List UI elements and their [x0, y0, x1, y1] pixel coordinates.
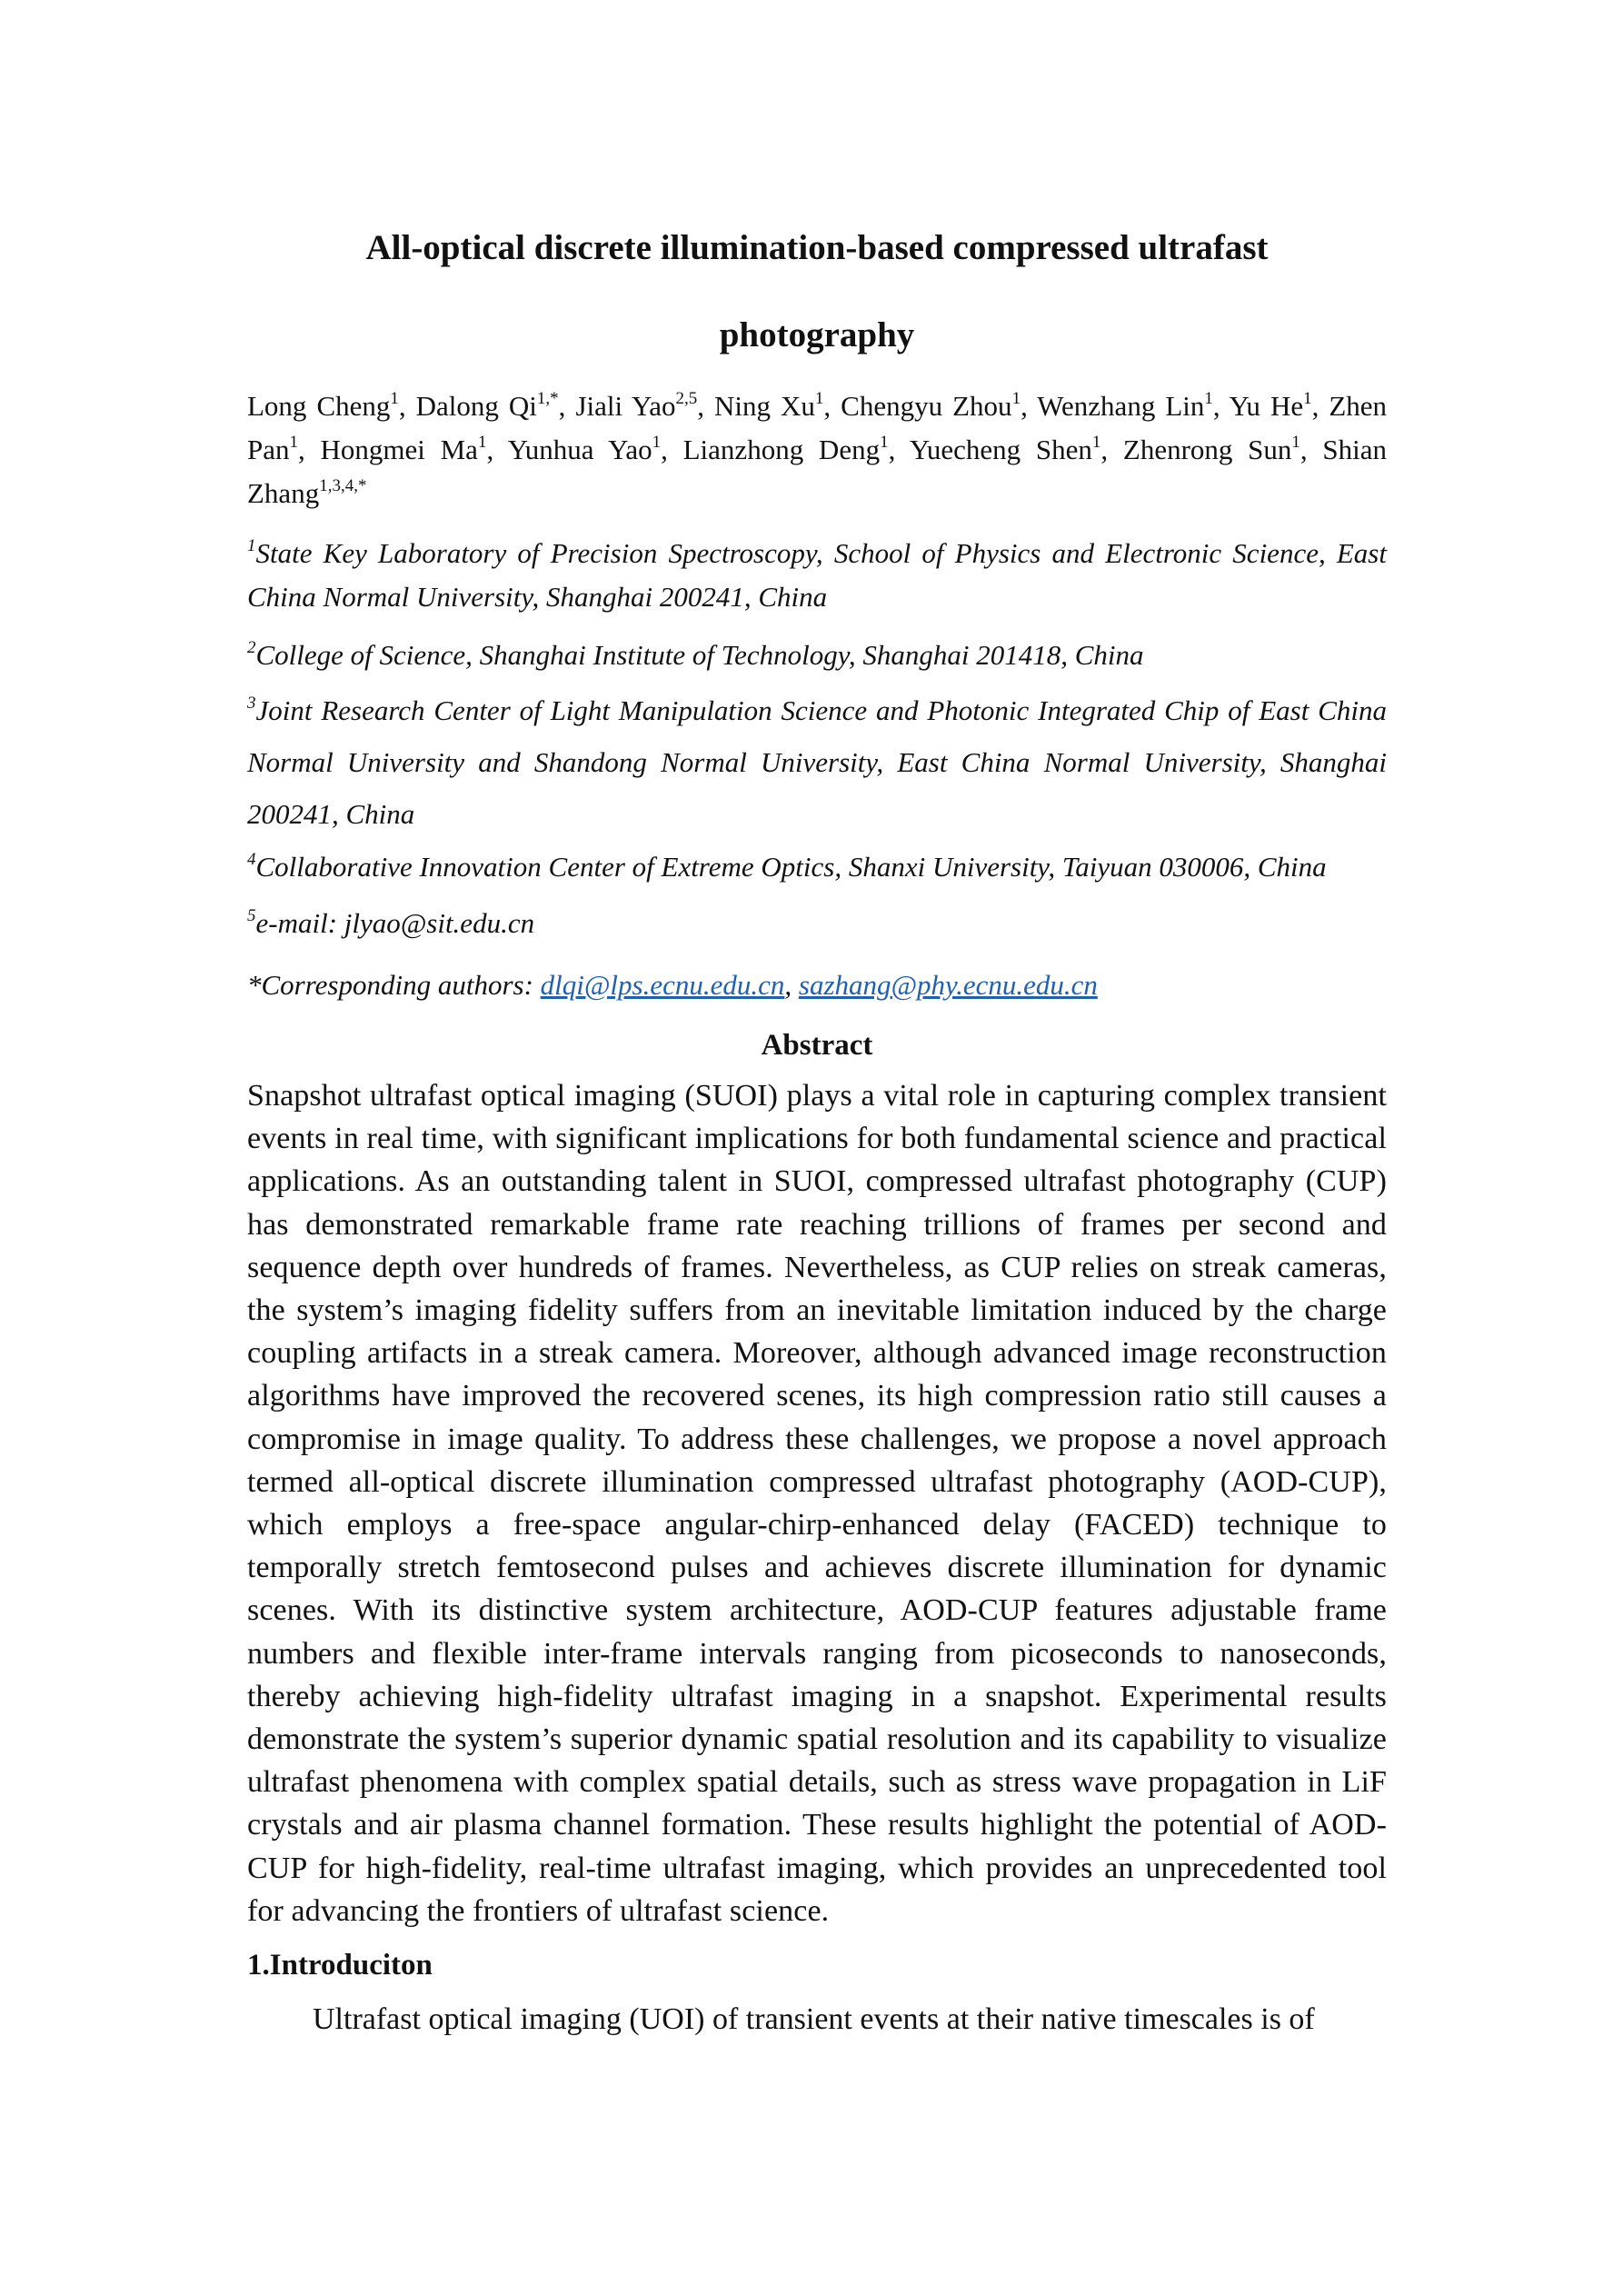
author-entry: [1037, 390, 1229, 422]
author-separator: ,: [298, 434, 321, 465]
author-separator: ,: [1212, 390, 1230, 422]
affiliation-3-marker: 3: [247, 693, 256, 713]
author-name: Long Cheng: [247, 390, 391, 422]
author-name: Zhen Pan: [247, 390, 1388, 465]
author-separator: ,: [1021, 390, 1038, 422]
author-affiliation-marker: 1: [1291, 432, 1300, 452]
affiliation-2: [247, 634, 1387, 677]
author-separator: ,: [486, 434, 508, 465]
author-separator: ,: [661, 434, 683, 465]
author-name: Yuecheng Shen: [909, 434, 1092, 465]
author-entry: [416, 390, 576, 422]
author-separator: ,: [888, 434, 910, 465]
author-affiliation-marker: 1: [652, 432, 662, 452]
affiliation-3-text: Joint Research Center of Light Manipulation Science and Photonic Integrated Chip of East China Normal University and Shandong Normal University, East China Normal University, Shanghai 200241, China: [247, 694, 1387, 830]
author-entry: [714, 390, 841, 422]
author-name: Lianzhong Deng: [682, 434, 881, 465]
affiliation-4: [247, 845, 1387, 889]
author-entry: [910, 434, 1123, 465]
author-name: Dalong Qi: [415, 390, 537, 422]
author-name: Shian Zhang: [247, 434, 1388, 509]
author-entry: [247, 390, 416, 422]
author-name: Yu He: [1229, 390, 1304, 422]
paper-title: [247, 205, 1387, 379]
section-heading-introduction: 1.Introduciton: [247, 1949, 433, 1982]
author-name: Ning Xu: [714, 390, 815, 422]
abstract-heading: Abstract: [761, 1029, 873, 1062]
affiliation-4-text: Collaborative Innovation Center of Extreme Optics, Shanxi University, Taiyuan 030006, China: [255, 851, 1327, 883]
author-affiliation-marker: 1: [477, 432, 487, 452]
author-affiliation-marker: 1: [289, 432, 298, 452]
affiliation-2-text: College of Science, Shanghai Institute of Technology, Shanghai 201418, China: [255, 639, 1144, 671]
affiliation-5-marker: 5: [247, 905, 256, 925]
affiliation-3: [247, 684, 1387, 840]
author-list: [247, 384, 1387, 515]
author-affiliation-marker: 1: [390, 388, 399, 408]
author-affiliation-marker: 1: [1011, 388, 1021, 408]
author-name: Jiali Yao: [575, 390, 676, 422]
author-affiliation-marker: 1: [880, 432, 889, 452]
author-entry: [683, 434, 910, 465]
corresponding-authors: [247, 963, 1387, 1007]
email-link-dlqi[interactable]: dlqi@lps.ecnu.edu.cn: [540, 969, 785, 1001]
author-entry: [841, 390, 1037, 422]
author-affiliation-marker: 2,5: [675, 388, 698, 408]
author-affiliation-marker: 1,3,4,*: [319, 475, 367, 495]
author-separator: ,: [1100, 434, 1123, 465]
corresponding-separator: ,: [784, 969, 799, 1001]
author-separator: ,: [398, 390, 416, 422]
author-name: Chengyu Zhou: [841, 390, 1012, 422]
affiliations: [247, 532, 1387, 945]
author-name: Zhenrong Sun: [1122, 434, 1292, 465]
affiliation-5-text: e-mail: jlyao@sit.edu.cn: [255, 907, 535, 939]
introduction-paragraph: Ultrafast optical imaging (UOI) of transient events at their native timescales is of: [313, 2002, 1315, 2037]
author-separator: ,: [697, 390, 715, 422]
author-entry: [321, 434, 508, 465]
affiliation-1-marker: 1: [247, 535, 256, 555]
author-name: Hongmei Ma: [320, 434, 478, 465]
email-link-sazhang[interactable]: sazhang@phy.ecnu.edu.cn: [798, 969, 1098, 1001]
affiliation-1-text: State Key Laboratory of Precision Spectroscopy, School of Physics and Electronic Science, East China Normal University, Shanghai 200241, China: [247, 537, 1387, 613]
author-name: Yunhua Yao: [507, 434, 652, 465]
author-separator: ,: [558, 390, 576, 422]
author-separator: ,: [823, 390, 841, 422]
author-affiliation-marker: 1: [1091, 432, 1101, 452]
author-entry: [508, 434, 683, 465]
author-affiliation-marker: 1,*: [536, 388, 559, 408]
paper-page: [247, 205, 1387, 2041]
affiliation-5: [247, 902, 1387, 945]
author-affiliation-marker: 1: [1303, 388, 1312, 408]
corresponding-label: *Corresponding authors:: [247, 969, 541, 1001]
author-entry: [575, 390, 714, 422]
title-line-2: photography: [719, 315, 915, 354]
affiliation-1: [247, 532, 1387, 619]
abstract-body: Snapshot ultrafast optical imaging (SUOI) plays a vital role in capturing complex transient events in real time, with significant implications for both fundamental science and practical applications. As an outstanding talent in SUOI, compressed ultrafast photography (CUP) has demonstrated remarkable frame rate reaching trillions of frames per second and sequence depth over hundreds of frames. Nevertheless, as CUP relies on streak cameras, the system’s imaging fidelity suffers from an inevitable limitation induced by the charge coupling artifacts in a streak camera. Moreover, although advanced image reconstruction algorithms have improved the recovered scenes, its high compression ratio still causes a compromise in image quality. To address these challenges, we propose a novel approach termed all-optical discrete illumination compressed ultrafast photography (AOD-CUP), which employs a free-space angular-chirp-enhanced delay (FACED) technique to temporally stretch femtosecond pulses and achieves discrete illumination for dynamic scenes. With its distinctive system architecture, AOD-CUP features adjustable frame numbers and flexible inter-frame intervals ranging from picoseconds to nanoseconds, thereby achieving high-fidelity ultrafast imaging in a snapshot. Experimental results demonstrate the system’s superior dynamic spatial resolution and its capability to visualize ultrafast phenomena with complex spatial details, such as stress wave propagation in LiF crystals and air plasma channel formation. These results highlight the potential of AOD-CUP for high-fidelity, real-time ultrafast imaging, which provides an unprecedented tool for advancing the frontiers of ultrafast science.: [247, 1079, 1387, 1928]
author-entry: [1123, 434, 1323, 465]
affiliation-2-marker: 2: [247, 637, 256, 657]
author-affiliation-marker: 1: [1204, 388, 1213, 408]
author-affiliation-marker: 1: [814, 388, 824, 408]
author-separator: ,: [1311, 390, 1329, 422]
affiliation-4-marker: 4: [247, 849, 256, 869]
author-name: Wenzhang Lin: [1037, 390, 1205, 422]
title-line-1: All-optical discrete illumination-based compressed ultrafast: [365, 228, 1269, 267]
author-entry: [1229, 390, 1329, 422]
author-separator: ,: [1299, 434, 1323, 465]
